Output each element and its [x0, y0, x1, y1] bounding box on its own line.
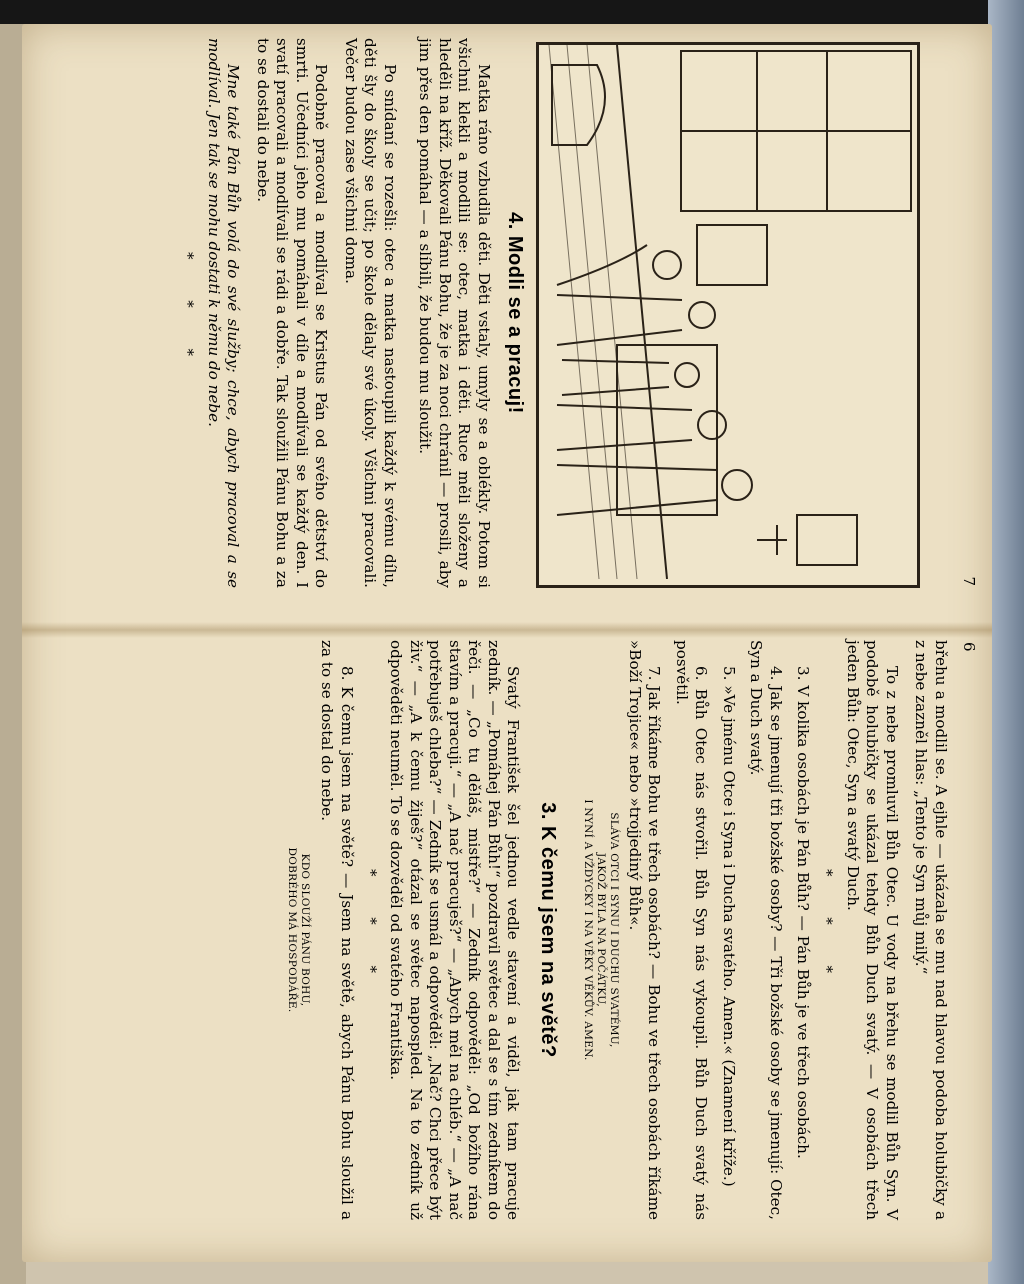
paragraph: břehu a modlil se. A ejhle — ukázala se mu nad hlavou podoba holubičky a z nebe zazněl hlas: „Tento je Syn můj milý.“ — [912, 640, 950, 1220]
page-7 — [38, 38, 978, 588]
paragraph: Mne také Pán Bůh volá do své služby; chce, abych pracoval a se modlíval. Jen tak se mohu dostati k němu do nebe. — [205, 38, 243, 588]
prayer-gloria — [582, 640, 621, 1220]
prayer-line: JAKOŽ BYLA NA POČÁTKU, — [595, 852, 608, 1008]
section-stars: * * * — [818, 868, 837, 992]
paragraph: Podobně pracoval a modlíval se Kristus Pán od svého dětství do smrti. Učedníci jeho mu pomáhali v díle a modlívali se každý den. I svatí pracovali a modlívali se rádi a dobře. Tak sloužili Pánu Bohu a za to se dostali do nebe. — [254, 38, 331, 588]
page-number: 6 — [960, 642, 978, 652]
question: 8. K čemu jsem na světě? — Jsem na světě, abych Pánu Bohu sloužil a za to se dostal do nebe. — [318, 640, 356, 1220]
chapter-title: 3. K čemu jsem na světě? — [537, 802, 560, 1058]
motto-line: KDO SLOUŽÍ PÁNU BOHU, — [299, 853, 311, 1007]
book-gutter — [22, 622, 992, 638]
prayer-line: I NYNÍ A VŽDYCKY I NA VĚKY VĚKŮV. AMEN. — [582, 799, 595, 1061]
prayer-scene-icon — [545, 45, 917, 579]
question: 6. Bůh Otec nás stvořil. Bůh Syn nás vykoupil. Bůh Duch svatý nás posvětil. — [673, 640, 711, 1220]
paragraph: Po snídaní se rozešli: otec a matka nastoupili každý k svému dílu, děti šly do školy se učit; po škole dělaly své úkoly. Všichni pracovali. Večer budou zase všichni doma. — [342, 38, 399, 588]
chapter-title: 4. Modli se a pracuj! — [504, 212, 526, 414]
motto — [285, 640, 311, 1220]
question: 4. Jak se jmenují tři božské osoby? — Tři božské osoby se jmenují: Otec, Syn a Duch svatý. — [747, 640, 785, 1220]
scan-top-edge — [0, 0, 1024, 24]
paragraph: Svatý František šel jednou vedle stavení a viděl, jak tam pracuje zedník. — „Pomáhej Pán Bůh!“ pozdravil světec a dal se s tím zedníkem do řeči. — „Co tu děláš, mistře?“ — Zedník odpověděl: „Od božího rána stavím a pracuji.“ — „A nač pracuješ?“ — „Abych měl na chléb.“ — „A nač potřebuješ chleba?“ — Zedník se usmál a odpověděl: „Nač? Chci přece být živ.“ — „A k čemu žiješ?“ otázal se světec napospled. Na to zedník už odpověděti neuměl. To se dozvěděl od svatého Františka. — [387, 640, 523, 1220]
paragraph: Matka ráno vzbudila děti. Děti vstaly, umyly se a oblékly. Potom si všichni klekli a modlili se: otec, matka i děti. Ruce měli složeny a hleděli na kříž. Děkovali Pánu Bohu, že je za noci chránil — prosili, aby jim přes den pomáhal — a slíbili, že budou mu sloužit. — [416, 38, 493, 588]
page-6 — [38, 640, 978, 1220]
section-stars: * * * — [362, 868, 380, 992]
illustration-family-prayer — [536, 42, 920, 588]
prayer-line: SLÁVA OTCI I SYNU I DUCHU SVATÉMU, — [608, 812, 621, 1048]
motto-line: DOBRÉHO MÁ HOSPODÁŘE. — [286, 847, 298, 1013]
question: 7. Jak říkáme Bohu ve třech osobách? — Bohu ve třech osobách říkáme »Boží Trojice« nebo »trojjediný Bůh«. — [626, 640, 664, 1220]
scan-right-edge — [988, 0, 1024, 1284]
question: 3. V kolika osobách je Pán Bůh? — Pán Bůh je ve třech osobách. — [794, 666, 813, 1159]
section-stars: * * * — [179, 251, 198, 375]
question: 5. »Ve jménu Otce i Syna i Ducha svatého. Amen.« (Znamení kříže.) — [720, 666, 738, 1187]
page-number: 7 — [960, 576, 978, 586]
paragraph: To z nebe promluvil Bůh Otec. U vody na břehu se modlil Bůh Syn. V podobě holubičky se ukázal tehdy Bůh Duch svatý. — V osobách třech jeden Bůh: Otec, Syn a svatý Duch. — [844, 640, 901, 1220]
